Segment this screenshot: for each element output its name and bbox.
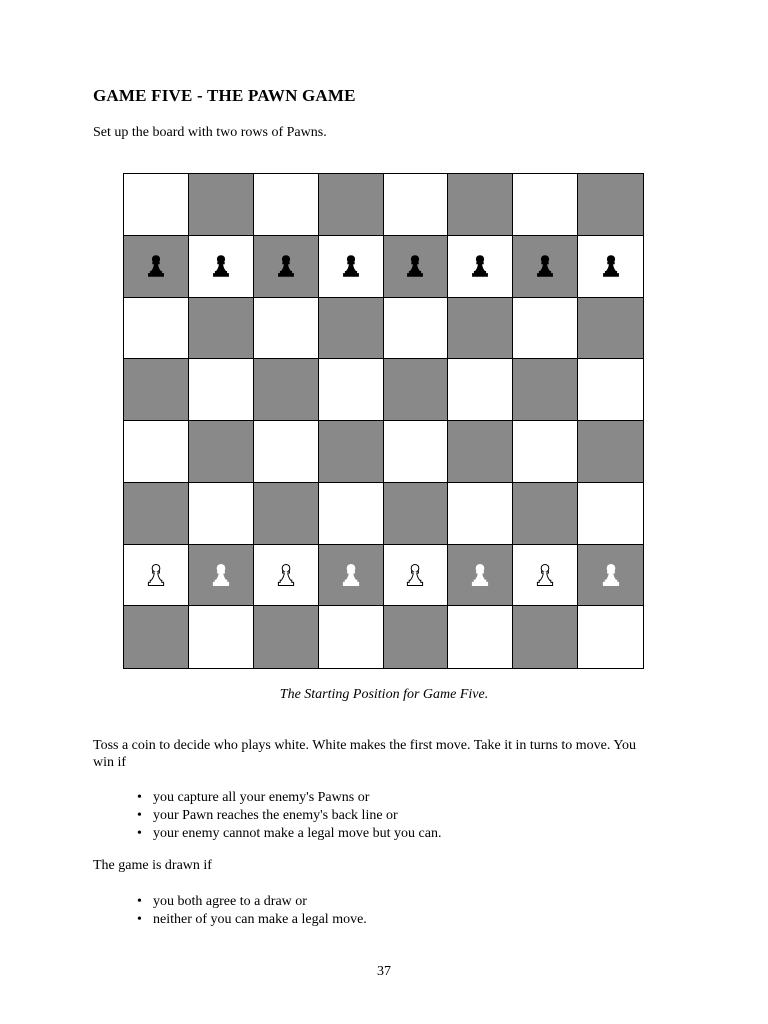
white-pawn-icon	[340, 562, 362, 588]
board-square	[124, 483, 189, 545]
board-square	[254, 298, 319, 360]
board-square	[189, 298, 254, 360]
board-square	[578, 421, 643, 483]
board-square	[448, 359, 513, 421]
board-caption: The Starting Position for Game Five.	[279, 687, 489, 702]
white-pawn-icon	[534, 562, 556, 588]
black-pawn-icon	[600, 253, 622, 279]
board-square	[319, 298, 384, 360]
board-square	[124, 606, 189, 668]
board-square	[513, 606, 578, 668]
white-pawn-icon	[275, 562, 297, 588]
board-square	[513, 359, 578, 421]
board-square	[124, 359, 189, 421]
drawn-paragraph: The game is drawn if	[93, 858, 212, 873]
board-square	[448, 421, 513, 483]
board-square	[189, 545, 254, 607]
black-pawn-icon	[404, 253, 426, 279]
white-pawn-icon	[145, 562, 167, 588]
board-square	[513, 545, 578, 607]
toss-paragraph: Toss a coin to decide who plays white. White makes the first move. Take it in turns to move. You win if	[93, 738, 637, 770]
board-square	[448, 236, 513, 298]
board-square	[384, 421, 449, 483]
black-pawn-icon	[469, 253, 491, 279]
board-square	[254, 483, 319, 545]
board-square	[513, 174, 578, 236]
list-item: • you both agree to a draw or	[153, 893, 367, 911]
list-item: • you capture all your enemy's Pawns or	[153, 789, 441, 807]
white-pawn-icon	[210, 562, 232, 588]
board-square	[513, 236, 578, 298]
black-pawn-icon	[145, 253, 167, 279]
chess-board	[123, 173, 644, 669]
board-square	[578, 298, 643, 360]
black-pawn-icon	[534, 253, 556, 279]
board-square	[254, 606, 319, 668]
white-pawn-icon	[600, 562, 622, 588]
board-square	[124, 421, 189, 483]
board-square	[448, 545, 513, 607]
black-pawn-icon	[275, 253, 297, 279]
board-square	[319, 483, 384, 545]
board-square	[513, 421, 578, 483]
black-pawn-icon	[210, 253, 232, 279]
board-square	[319, 359, 384, 421]
board-square	[384, 359, 449, 421]
board-square	[319, 421, 384, 483]
board-square	[319, 174, 384, 236]
black-pawn-icon	[340, 253, 362, 279]
list-item: • your enemy cannot make a legal move but you can.	[153, 825, 441, 843]
board-square	[124, 298, 189, 360]
board-square	[448, 174, 513, 236]
white-pawn-icon	[469, 562, 491, 588]
board-square	[384, 606, 449, 668]
board-square	[578, 606, 643, 668]
page-heading: GAME FIVE - THE PAWN GAME	[93, 86, 356, 105]
board-square	[578, 174, 643, 236]
board-square	[254, 359, 319, 421]
white-pawn-icon	[404, 562, 426, 588]
win-conditions-list	[153, 789, 441, 843]
board-square	[254, 236, 319, 298]
board-square	[448, 606, 513, 668]
board-square	[189, 236, 254, 298]
board-square	[384, 545, 449, 607]
board-square	[254, 174, 319, 236]
board-square	[189, 606, 254, 668]
board-square	[578, 236, 643, 298]
board-square	[384, 174, 449, 236]
board-square	[448, 298, 513, 360]
board-square	[189, 421, 254, 483]
board-square	[319, 606, 384, 668]
board-square	[189, 174, 254, 236]
list-item: • neither of you can make a legal move.	[153, 911, 367, 929]
board-square	[448, 483, 513, 545]
intro-text: Set up the board with two rows of Pawns.	[93, 125, 327, 140]
list-item: • your Pawn reaches the enemy's back line or	[153, 807, 441, 825]
board-square	[254, 545, 319, 607]
board-square	[189, 359, 254, 421]
board-square	[254, 421, 319, 483]
board-square	[578, 483, 643, 545]
board-square	[384, 483, 449, 545]
board-square	[124, 545, 189, 607]
board-square	[189, 483, 254, 545]
board-square	[124, 236, 189, 298]
board-square	[384, 236, 449, 298]
board-square	[319, 236, 384, 298]
board-square	[578, 545, 643, 607]
draw-conditions-list	[153, 893, 367, 929]
board-square	[384, 298, 449, 360]
page-number: 37	[377, 964, 391, 979]
board-square	[319, 545, 384, 607]
board-square	[124, 174, 189, 236]
board-square	[578, 359, 643, 421]
board-square	[513, 483, 578, 545]
board-square	[513, 298, 578, 360]
